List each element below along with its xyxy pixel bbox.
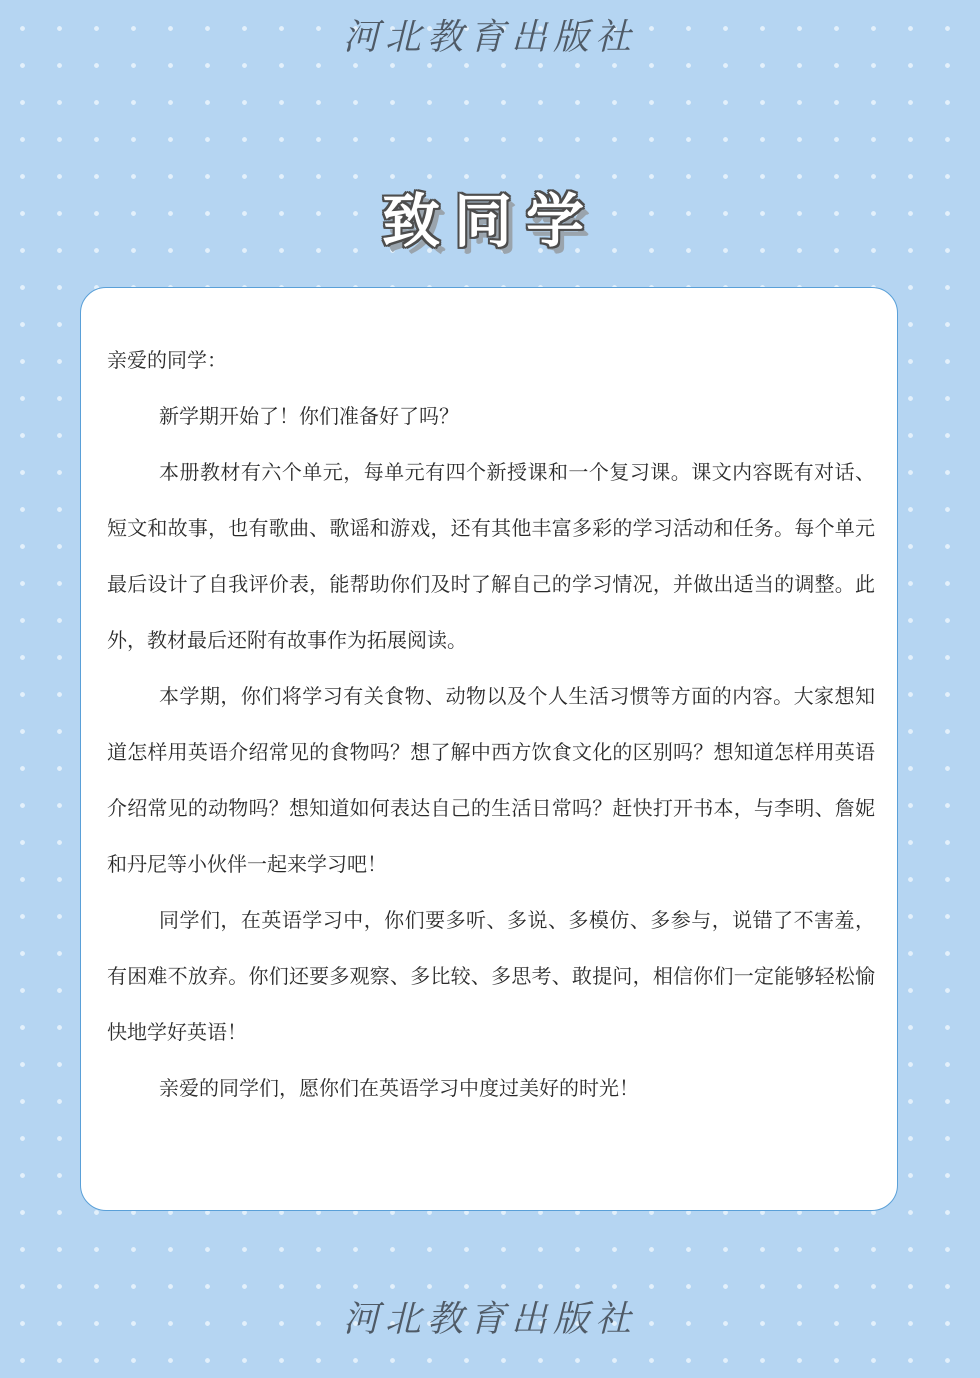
publisher-logo-top: 河北教育出版社 bbox=[342, 17, 637, 58]
letter-paragraph-3: 本学期，你们将学习有关食物、动物以及个人生活习惯等方面的内容。大家想知道怎样用英语介绍常见的食物吗？想了解中西方饮食文化的区别吗？想知道怎样用英语介绍常见的动物吗？想知道如何表达自己的生活日常吗？赶快打开书本，与李明、詹妮和丹尼等小伙伴一起来学习吧！ bbox=[107, 684, 875, 876]
publisher-logo-bottom: 河北教育出版社 bbox=[342, 1299, 637, 1340]
letter-paragraph-4: 同学们，在英语学习中，你们要多听、多说、多模仿、多参与，说错了不害羞，有困难不放弃。你们还要多观察、多比较、多思考、敢提问，相信你们一定能够轻松愉快地学好英语！ bbox=[107, 908, 875, 1044]
letter-card bbox=[80, 287, 898, 1211]
letter-paragraph-5: 亲爱的同学们，愿你们在英语学习中度过美好的时光！ bbox=[159, 1076, 639, 1100]
letter-paragraph-1: 新学期开始了！你们准备好了吗？ bbox=[159, 404, 459, 428]
letter-salutation: 亲爱的同学： bbox=[107, 348, 227, 372]
letter-body bbox=[107, 332, 875, 1116]
letter-paragraph-2: 本册教材有六个单元，每单元有四个新授课和一个复习课。课文内容既有对话、短文和故事，也有歌曲、歌谣和游戏，还有其他丰富多彩的学习活动和任务。每个单元最后设计了自我评价表，能帮助你们及时了解自己的学习情况，并做出适当的调整。此外，教材最后还附有故事作为拓展阅读。 bbox=[107, 460, 875, 652]
page-title: 致同学 bbox=[381, 187, 598, 255]
